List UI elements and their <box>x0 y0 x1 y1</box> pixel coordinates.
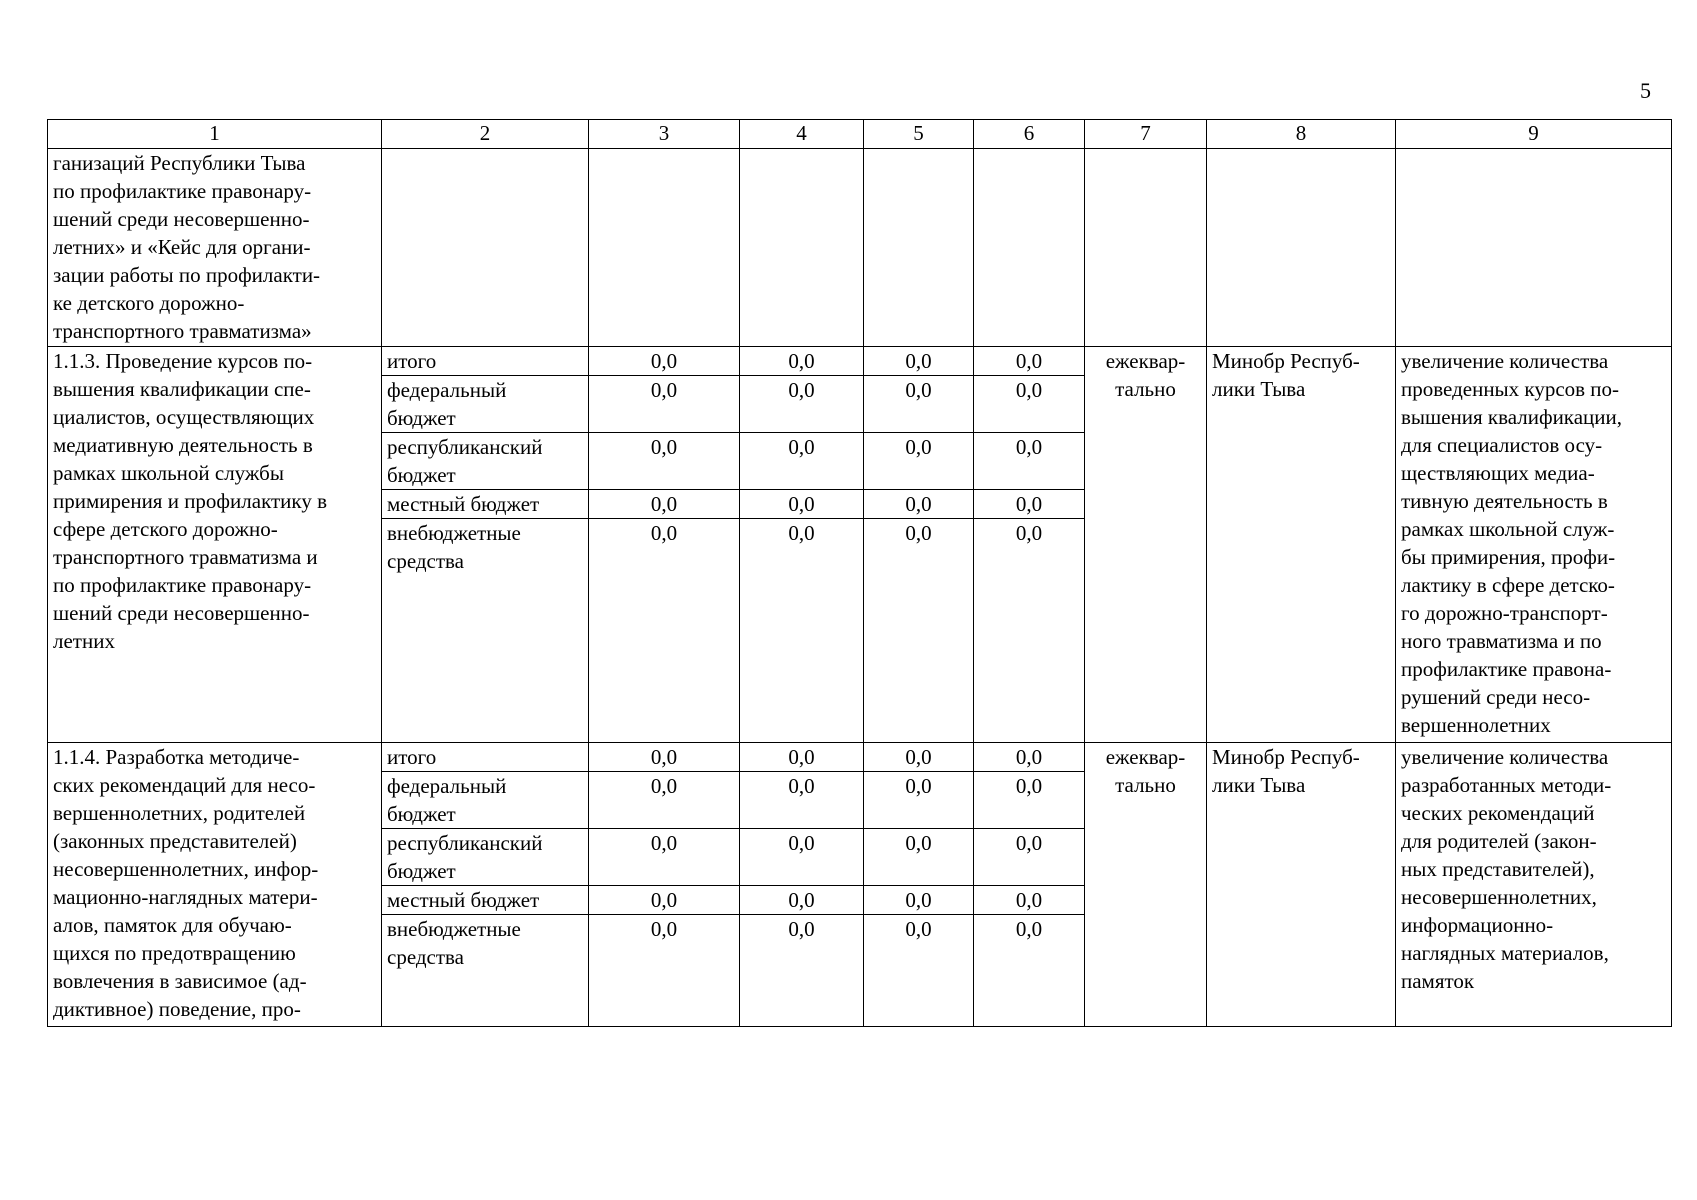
continuation-row <box>48 149 1672 347</box>
value-cell: 0,0 <box>740 347 864 376</box>
value-cell: 0,0 <box>740 772 864 829</box>
value-cell: 0,0 <box>864 915 974 1027</box>
table-row <box>48 347 1672 376</box>
value-cell: 0,0 <box>589 829 740 886</box>
value-cell: 0,0 <box>864 743 974 772</box>
value-cell: 0,0 <box>864 829 974 886</box>
value-cell: 0,0 <box>589 376 740 433</box>
period: ежеквар- тально <box>1085 743 1207 1027</box>
source-label: федеральный бюджет <box>382 772 589 829</box>
value-cell: 0,0 <box>864 433 974 490</box>
value-cell: 0,0 <box>974 433 1085 490</box>
value-cell: 0,0 <box>974 376 1085 433</box>
value-cell: 0,0 <box>589 886 740 915</box>
header-col-1: 1 <box>48 120 382 149</box>
header-col-3: 3 <box>589 120 740 149</box>
value-cell: 0,0 <box>974 772 1085 829</box>
value-cell: 0,0 <box>589 915 740 1027</box>
value-cell: 0,0 <box>864 886 974 915</box>
empty-cell <box>1085 149 1207 347</box>
source-label: местный бюджет <box>382 490 589 519</box>
empty-cell <box>974 149 1085 347</box>
header-row <box>48 120 1672 149</box>
value-cell: 0,0 <box>740 519 864 743</box>
value-cell: 0,0 <box>974 743 1085 772</box>
period: ежеквар- тально <box>1085 347 1207 743</box>
header-col-5: 5 <box>864 120 974 149</box>
value-cell: 0,0 <box>864 519 974 743</box>
value-cell: 0,0 <box>974 490 1085 519</box>
value-cell: 0,0 <box>974 886 1085 915</box>
source-label: местный бюджет <box>382 886 589 915</box>
empty-cell <box>864 149 974 347</box>
executor: Минобр Респуб- лики Тыва <box>1207 347 1396 743</box>
value-cell: 0,0 <box>740 433 864 490</box>
measure-name: 1.1.3. Проведение курсов по- вышения квалификации спе- циалистов, осуществляющих медиативную деятельность в рамках школьной службы примирения и профилактику в сфере детского дорожно- транспортного травматизма и по профилактике правонару- шений среди несовершенно- летних <box>48 347 382 743</box>
value-cell: 0,0 <box>974 347 1085 376</box>
value-cell: 0,0 <box>974 915 1085 1027</box>
value-cell: 0,0 <box>864 490 974 519</box>
empty-cell <box>1207 149 1396 347</box>
measure-name: 1.1.4. Разработка методиче- ских рекомендаций для несо- вершеннолетних, родителей (законных представителей) несовершеннолетних, инфор- мационно-наглядных матери- алов, памяток для обучаю- щихся по предотвращению вовлечения в зависимое (ад- диктивное) поведение, про- <box>48 743 382 1027</box>
header-col-4: 4 <box>740 120 864 149</box>
value-cell: 0,0 <box>864 772 974 829</box>
value-cell: 0,0 <box>740 743 864 772</box>
expected-result: увеличение количества проведенных курсов по- вышения квалификации, для специалистов осу- ществляющих медиа- тивную деятельность в рамках школьной служ- бы примирения, профи- лактику в сфере детско- го дорожно-транспорт- ного травматизма и по профилактике правона- рушений среди несо- вершеннолетних <box>1396 347 1672 743</box>
header-col-8: 8 <box>1207 120 1396 149</box>
empty-cell <box>382 149 589 347</box>
page-number: 5 <box>1640 78 1651 103</box>
source-label: внебюджетные средства <box>382 915 589 1027</box>
source-label: республиканский бюджет <box>382 829 589 886</box>
source-label: итого <box>382 347 589 376</box>
value-cell: 0,0 <box>974 829 1085 886</box>
header-col-6: 6 <box>974 120 1085 149</box>
value-cell: 0,0 <box>740 376 864 433</box>
value-cell: 0,0 <box>740 886 864 915</box>
value-cell: 0,0 <box>589 347 740 376</box>
value-cell: 0,0 <box>740 915 864 1027</box>
header-col-7: 7 <box>1085 120 1207 149</box>
value-cell: 0,0 <box>864 347 974 376</box>
value-cell: 0,0 <box>589 519 740 743</box>
value-cell: 0,0 <box>589 490 740 519</box>
empty-cell <box>740 149 864 347</box>
value-cell: 0,0 <box>589 743 740 772</box>
source-label: федеральный бюджет <box>382 376 589 433</box>
source-label: республиканский бюджет <box>382 433 589 490</box>
value-cell: 0,0 <box>589 433 740 490</box>
table-row <box>48 743 1672 772</box>
source-label: итого <box>382 743 589 772</box>
source-label: внебюджетные средства <box>382 519 589 743</box>
value-cell: 0,0 <box>864 376 974 433</box>
header-col-9: 9 <box>1396 120 1672 149</box>
continuation-text: ганизаций Республики Тыва по профилактике правонару- шений среди несовершенно- летних» и «Кейс для органи- зации работы по профилакти- ке детского дорожно- транспортного травматизма» <box>48 149 382 347</box>
value-cell: 0,0 <box>740 490 864 519</box>
expected-result: увеличение количества разработанных методи- ческих рекомендаций для родителей (закон- ных представителей), несовершеннолетних, информационно- наглядных материалов, памяток <box>1396 743 1672 1027</box>
value-cell: 0,0 <box>589 772 740 829</box>
empty-cell <box>589 149 740 347</box>
value-cell: 0,0 <box>974 519 1085 743</box>
value-cell: 0,0 <box>740 829 864 886</box>
header-col-2: 2 <box>382 120 589 149</box>
executor: Минобр Респуб- лики Тыва <box>1207 743 1396 1027</box>
empty-cell <box>1396 149 1672 347</box>
program-table <box>47 119 1672 1027</box>
